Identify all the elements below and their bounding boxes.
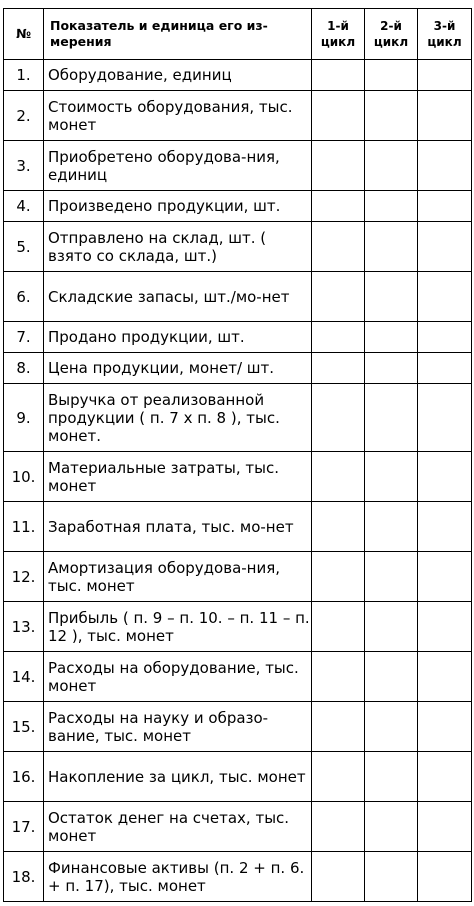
row-number: 3. bbox=[4, 141, 44, 191]
row-number: 15. bbox=[4, 702, 44, 752]
cycle-3-cell bbox=[418, 752, 472, 802]
row-indicator: Отправлено на склад, шт. ( взято со склада, шт.) bbox=[44, 222, 312, 272]
row-number: 13. bbox=[4, 602, 44, 652]
cycle-1-cell bbox=[312, 552, 365, 602]
cycle-3-cell bbox=[418, 852, 472, 902]
cycle-1-cell bbox=[312, 222, 365, 272]
row-indicator: Стоимость оборудования, тыс. монет bbox=[44, 91, 312, 141]
cycle-3-cell bbox=[418, 272, 472, 322]
header-cycle-1: 1-й цикл bbox=[312, 9, 365, 60]
row-indicator: Выручка от реализованной продукции ( п. 7 х п. 8 ), тыс. монет. bbox=[44, 384, 312, 452]
table-row bbox=[4, 552, 472, 602]
cycle-1-cell bbox=[312, 91, 365, 141]
header-indicator: Показатель и единица его из-мерения bbox=[44, 9, 312, 60]
row-number: 2. bbox=[4, 91, 44, 141]
table-row bbox=[4, 384, 472, 452]
cycle-1-cell bbox=[312, 502, 365, 552]
cycle-2-cell bbox=[365, 353, 418, 384]
table-row bbox=[4, 802, 472, 852]
cycle-3-cell bbox=[418, 91, 472, 141]
cycle-1-cell bbox=[312, 802, 365, 852]
cycle-1-cell bbox=[312, 602, 365, 652]
row-number: 18. bbox=[4, 852, 44, 902]
cycle-1-cell bbox=[312, 322, 365, 353]
cycle-2-cell bbox=[365, 272, 418, 322]
cycle-3-cell bbox=[418, 222, 472, 272]
row-indicator: Материальные затраты, тыс. монет bbox=[44, 452, 312, 502]
row-indicator: Расходы на науку и образо-вание, тыс. монет bbox=[44, 702, 312, 752]
table-row bbox=[4, 60, 472, 91]
cycle-2-cell bbox=[365, 752, 418, 802]
row-number: 1. bbox=[4, 60, 44, 91]
cycle-3-cell bbox=[418, 702, 472, 752]
row-indicator: Продано продукции, шт. bbox=[44, 322, 312, 353]
table-row bbox=[4, 452, 472, 502]
row-indicator: Произведено продукции, шт. bbox=[44, 191, 312, 222]
table-row bbox=[4, 141, 472, 191]
indicators-table bbox=[3, 8, 472, 902]
cycle-2-cell bbox=[365, 222, 418, 272]
row-number: 11. bbox=[4, 502, 44, 552]
row-number: 8. bbox=[4, 353, 44, 384]
cycle-1-cell bbox=[312, 702, 365, 752]
cycle-1-cell bbox=[312, 452, 365, 502]
cycle-2-cell bbox=[365, 384, 418, 452]
row-number: 4. bbox=[4, 191, 44, 222]
table-row bbox=[4, 222, 472, 272]
row-number: 14. bbox=[4, 652, 44, 702]
cycle-1-cell bbox=[312, 852, 365, 902]
header-cycle-3: 3-й цикл bbox=[418, 9, 472, 60]
table-row bbox=[4, 602, 472, 652]
cycle-3-cell bbox=[418, 141, 472, 191]
cycle-3-cell bbox=[418, 552, 472, 602]
row-indicator: Расходы на оборудование, тыс. монет bbox=[44, 652, 312, 702]
cycle-1-cell bbox=[312, 60, 365, 91]
cycle-2-cell bbox=[365, 802, 418, 852]
row-indicator: Финансовые активы (п. 2 + п. 6. + п. 17), тыс. монет bbox=[44, 852, 312, 902]
table-row bbox=[4, 852, 472, 902]
cycle-2-cell bbox=[365, 652, 418, 702]
row-number: 17. bbox=[4, 802, 44, 852]
row-indicator: Остаток денег на счетах, тыс. монет bbox=[44, 802, 312, 852]
row-indicator: Приобретено оборудова-ния, единиц bbox=[44, 141, 312, 191]
cycle-3-cell bbox=[418, 452, 472, 502]
cycle-2-cell bbox=[365, 502, 418, 552]
cycle-1-cell bbox=[312, 652, 365, 702]
cycle-3-cell bbox=[418, 602, 472, 652]
table-row bbox=[4, 652, 472, 702]
table-row bbox=[4, 752, 472, 802]
header-number: № bbox=[4, 9, 44, 60]
table-row bbox=[4, 272, 472, 322]
row-number: 10. bbox=[4, 452, 44, 502]
cycle-2-cell bbox=[365, 602, 418, 652]
cycle-3-cell bbox=[418, 502, 472, 552]
row-number: 12. bbox=[4, 552, 44, 602]
table-row bbox=[4, 702, 472, 752]
cycle-3-cell bbox=[418, 322, 472, 353]
cycle-3-cell bbox=[418, 353, 472, 384]
cycle-2-cell bbox=[365, 141, 418, 191]
row-indicator: Прибыль ( п. 9 – п. 10. – п. 11 – п. 12 ), тыс. монет bbox=[44, 602, 312, 652]
row-indicator: Складские запасы, шт./мо-нет bbox=[44, 272, 312, 322]
cycle-2-cell bbox=[365, 91, 418, 141]
cycle-1-cell bbox=[312, 272, 365, 322]
table-row bbox=[4, 322, 472, 353]
cycle-1-cell bbox=[312, 353, 365, 384]
cycle-3-cell bbox=[418, 191, 472, 222]
row-indicator: Накопление за цикл, тыс. монет bbox=[44, 752, 312, 802]
cycle-1-cell bbox=[312, 141, 365, 191]
cycle-2-cell bbox=[365, 191, 418, 222]
table-row bbox=[4, 91, 472, 141]
row-number: 5. bbox=[4, 222, 44, 272]
cycle-1-cell bbox=[312, 384, 365, 452]
header-cycle-2: 2-й цикл bbox=[365, 9, 418, 60]
table-row bbox=[4, 191, 472, 222]
row-indicator: Цена продукции, монет/ шт. bbox=[44, 353, 312, 384]
cycle-2-cell bbox=[365, 702, 418, 752]
row-number: 6. bbox=[4, 272, 44, 322]
row-indicator: Заработная плата, тыс. мо-нет bbox=[44, 502, 312, 552]
cycle-1-cell bbox=[312, 752, 365, 802]
table-header-row bbox=[4, 9, 472, 60]
cycle-3-cell bbox=[418, 652, 472, 702]
cycle-2-cell bbox=[365, 552, 418, 602]
cycle-2-cell bbox=[365, 852, 418, 902]
cycle-2-cell bbox=[365, 60, 418, 91]
table-row bbox=[4, 502, 472, 552]
cycle-3-cell bbox=[418, 802, 472, 852]
cycle-2-cell bbox=[365, 322, 418, 353]
row-indicator: Оборудование, единиц bbox=[44, 60, 312, 91]
cycle-3-cell bbox=[418, 60, 472, 91]
cycle-3-cell bbox=[418, 384, 472, 452]
row-number: 16. bbox=[4, 752, 44, 802]
row-number: 7. bbox=[4, 322, 44, 353]
row-number: 9. bbox=[4, 384, 44, 452]
table-row bbox=[4, 353, 472, 384]
cycle-1-cell bbox=[312, 191, 365, 222]
cycle-2-cell bbox=[365, 452, 418, 502]
row-indicator: Амортизация оборудова-ния, тыс. монет bbox=[44, 552, 312, 602]
